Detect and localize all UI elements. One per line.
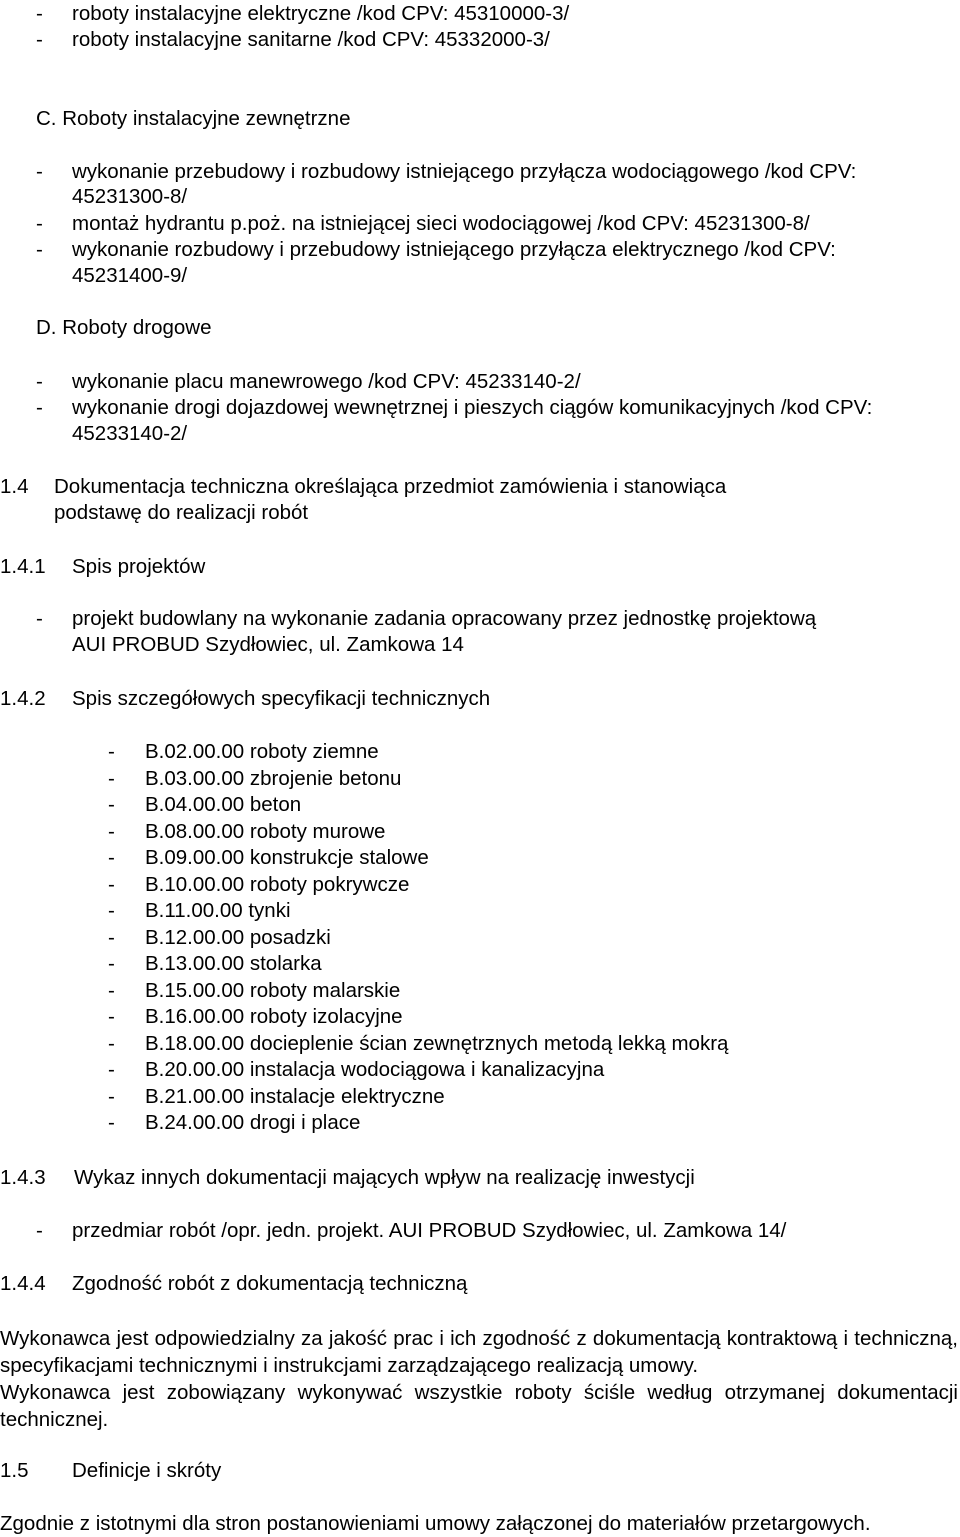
spec-list-item: B.24.00.00 drogi i place xyxy=(145,1111,361,1134)
list-item-text: montaż hydrantu p.poż. na istniejącej sieci wodociągowej /kod CPV: 45231300-8/ xyxy=(72,212,810,235)
list-dash: - xyxy=(36,370,43,393)
spec-list-dash: - xyxy=(108,952,115,975)
section-number: 1.4.1 xyxy=(0,555,46,578)
section-title: Definicje i skróty xyxy=(72,1459,222,1482)
list-item-text-continued: 45231300-8/ xyxy=(72,185,188,208)
spec-list-dash: - xyxy=(108,926,115,949)
section-title: Spis szczegółowych specyfikacji technicznych xyxy=(72,687,491,710)
spec-list-dash: - xyxy=(108,1032,115,1055)
spec-list-item: B.15.00.00 roboty malarskie xyxy=(145,979,401,1002)
spec-list-item: B.10.00.00 roboty pokrywcze xyxy=(145,873,410,896)
spec-list-dash: - xyxy=(108,1005,115,1028)
spec-list-dash: - xyxy=(108,979,115,1002)
spec-list-item: B.18.00.00 docieplenie ścian zewnętrznych metodą lekką mokrą xyxy=(145,1032,729,1055)
spec-list-dash: - xyxy=(108,740,115,763)
spec-list-item: B.04.00.00 beton xyxy=(145,793,302,816)
list-item-text: przedmiar robót /opr. jedn. projekt. AUI PROBUD Szydłowiec, ul. Zamkowa 14/ xyxy=(72,1219,787,1242)
section-number: 1.5 xyxy=(0,1459,29,1482)
list-item-text-continued: 45231400-9/ xyxy=(72,264,188,287)
section-number: 1.4.4 xyxy=(0,1272,46,1295)
spec-list-dash: - xyxy=(108,899,115,922)
section-title: Zgodność robót z dokumentacją techniczną xyxy=(72,1272,468,1295)
list-item-text: wykonanie drogi dojazdowej wewnętrznej i pieszych ciągów komunikacyjnych /kod CPV: xyxy=(72,396,873,419)
list-item-text-continued: AUI PROBUD Szydłowiec, ul. Zamkowa 14 xyxy=(72,633,464,656)
spec-list-dash: - xyxy=(108,793,115,816)
section-number: 1.4.3 xyxy=(0,1166,46,1189)
spec-list-item: B.08.00.00 roboty murowe xyxy=(145,820,386,843)
list-item-text: roboty instalacyjne elektryczne /kod CPV: 45310000-3/ xyxy=(72,2,570,25)
list-item-text: roboty instalacyjne sanitarne /kod CPV: 45332000-3/ xyxy=(72,28,550,51)
body-paragraph: Wykonawca jest zobowiązany wykonywać wszystkie roboty ściśle według otrzymanej dokumentacji technicznej. xyxy=(0,1381,958,1431)
list-item-text-continued: 45233140-2/ xyxy=(72,422,188,445)
spec-list-item: B.09.00.00 konstrukcje stalowe xyxy=(145,846,429,869)
section-d-heading: D. Roboty drogowe xyxy=(36,316,212,339)
list-dash: - xyxy=(36,28,43,51)
list-item-text: projekt budowlany na wykonanie zadania opracowany przez jednostkę projektową xyxy=(72,607,817,630)
section-title: Wykaz innych dokumentacji mających wpływ na realizację inwestycji xyxy=(74,1166,695,1189)
spec-list-dash: - xyxy=(108,1085,115,1108)
list-dash: - xyxy=(36,212,43,235)
spec-list-item: B.02.00.00 roboty ziemne xyxy=(145,740,379,763)
spec-list-item: B.03.00.00 zbrojenie betonu xyxy=(145,767,402,790)
list-item-text: wykonanie rozbudowy i przebudowy istniejącego przyłącza elektrycznego /kod CPV: xyxy=(72,238,836,261)
list-dash: - xyxy=(36,2,43,25)
section-title: Dokumentacja techniczna określająca przedmiot zamówienia i stanowiąca xyxy=(54,475,727,498)
spec-list-dash: - xyxy=(108,846,115,869)
spec-list-item: B.16.00.00 roboty izolacyjne xyxy=(145,1005,403,1028)
list-dash: - xyxy=(36,1219,43,1242)
body-paragraph: Zgodnie z istotnymi dla stron postanowieniami umowy załączonej do materiałów przetargowych. xyxy=(0,1512,871,1535)
section-title-continued: podstawę do realizacji robót xyxy=(54,501,309,524)
body-paragraph: Wykonawca jest odpowiedzialny za jakość prac i ich zgodność z dokumentacją kontraktową i techniczną, specyfikacjami technicznymi i instrukcjami zarządzającego realizacją umowy. xyxy=(0,1327,958,1377)
spec-list-dash: - xyxy=(108,1058,115,1081)
list-dash: - xyxy=(36,160,43,183)
list-item-text: wykonanie przebudowy i rozbudowy istniejącego przyłącza wodociągowego /kod CPV: xyxy=(72,160,857,183)
spec-list-dash: - xyxy=(108,1111,115,1134)
spec-list-dash: - xyxy=(108,767,115,790)
spec-list-item: B.13.00.00 stolarka xyxy=(145,952,322,975)
spec-list-item: B.20.00.00 instalacja wodociągowa i kanalizacyjna xyxy=(145,1058,605,1081)
spec-list-dash: - xyxy=(108,820,115,843)
list-item-text: wykonanie placu manewrowego /kod CPV: 45233140-2/ xyxy=(72,370,581,393)
list-dash: - xyxy=(36,607,43,630)
spec-list-item: B.21.00.00 instalacje elektryczne xyxy=(145,1085,445,1108)
spec-list-dash: - xyxy=(108,873,115,896)
section-number: 1.4 xyxy=(0,475,29,498)
spec-list-item: B.11.00.00 tynki xyxy=(145,899,291,922)
list-dash: - xyxy=(36,238,43,261)
section-title: Spis projektów xyxy=(72,555,206,578)
section-number: 1.4.2 xyxy=(0,687,46,710)
spec-list-item: B.12.00.00 posadzki xyxy=(145,926,331,949)
section-c-heading: C. Roboty instalacyjne zewnętrzne xyxy=(36,107,351,130)
list-dash: - xyxy=(36,396,43,419)
